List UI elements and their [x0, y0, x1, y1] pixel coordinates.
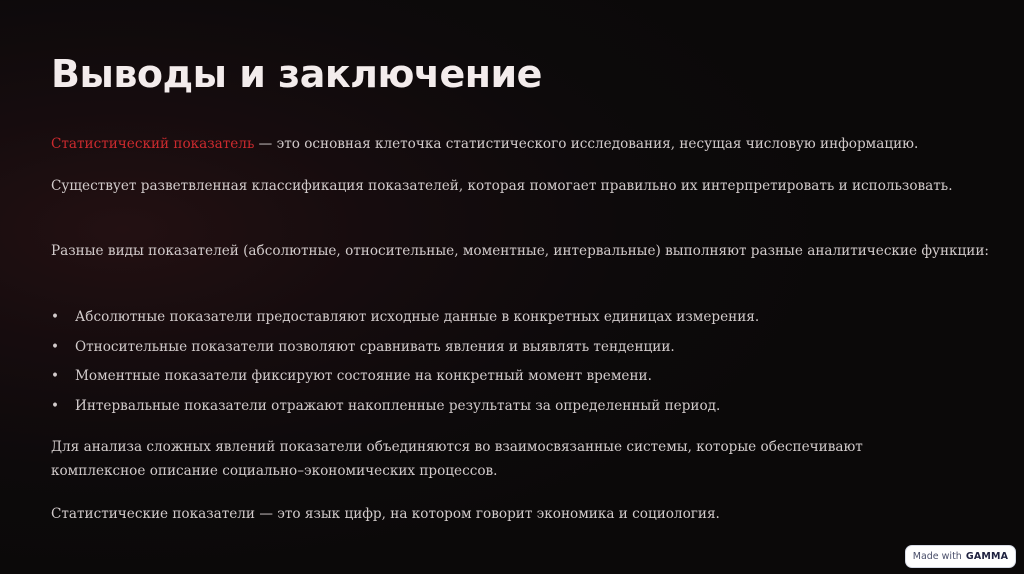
bullet-icon: •	[51, 397, 60, 414]
list-item	[51, 335, 759, 365]
slide-title: Выводы и заключение	[51, 52, 542, 96]
conclusion-paragraph: Статистические показатели — это язык цифр, на котором говорит экономика и социология.	[51, 506, 720, 522]
badge-prefix: Made with	[912, 551, 962, 562]
highlighted-term: Статистический показатель	[51, 136, 255, 152]
list-item	[51, 305, 759, 335]
list-item-text: Абсолютные показатели предоставляют исходные данные в конкретных единицах измерения.	[75, 309, 760, 325]
list-item	[51, 394, 759, 424]
bullet-icon: •	[51, 338, 60, 355]
term-definition: — это основная клеточка статистического исследования, несущая числовую информацию.	[254, 136, 919, 152]
systems-paragraph: Для анализа сложных явлений показатели объединяются во взаимосвязанные системы, которые обеспечивают комплексное описание социально–экономических процессов.	[51, 439, 863, 479]
made-with-gamma-badge[interactable]	[905, 545, 1016, 568]
list-item-text: Интервальные показатели отражают накопленные результаты за определенный период.	[75, 397, 721, 414]
list-item	[51, 364, 759, 394]
bullet-icon: •	[51, 368, 60, 384]
bullet-list	[51, 305, 759, 423]
list-item-text: Относительные показатели позволяют сравнивать явления и выявлять тенденции.	[75, 338, 675, 355]
gamma-logo: GAMMA	[965, 551, 1009, 562]
intro-paragraph	[51, 132, 918, 156]
bullet-icon: •	[51, 309, 60, 325]
types-paragraph: Разные виды показателей (абсолютные, относительные, моментные, интервальные) выполняют разные аналитические функции:	[51, 243, 989, 259]
classification-paragraph: Существует разветвленная классификация показателей, которая помогает правильно их интерпретировать и использовать.	[51, 178, 953, 194]
list-item-text: Моментные показатели фиксируют состояние на конкретный момент времени.	[75, 368, 652, 384]
